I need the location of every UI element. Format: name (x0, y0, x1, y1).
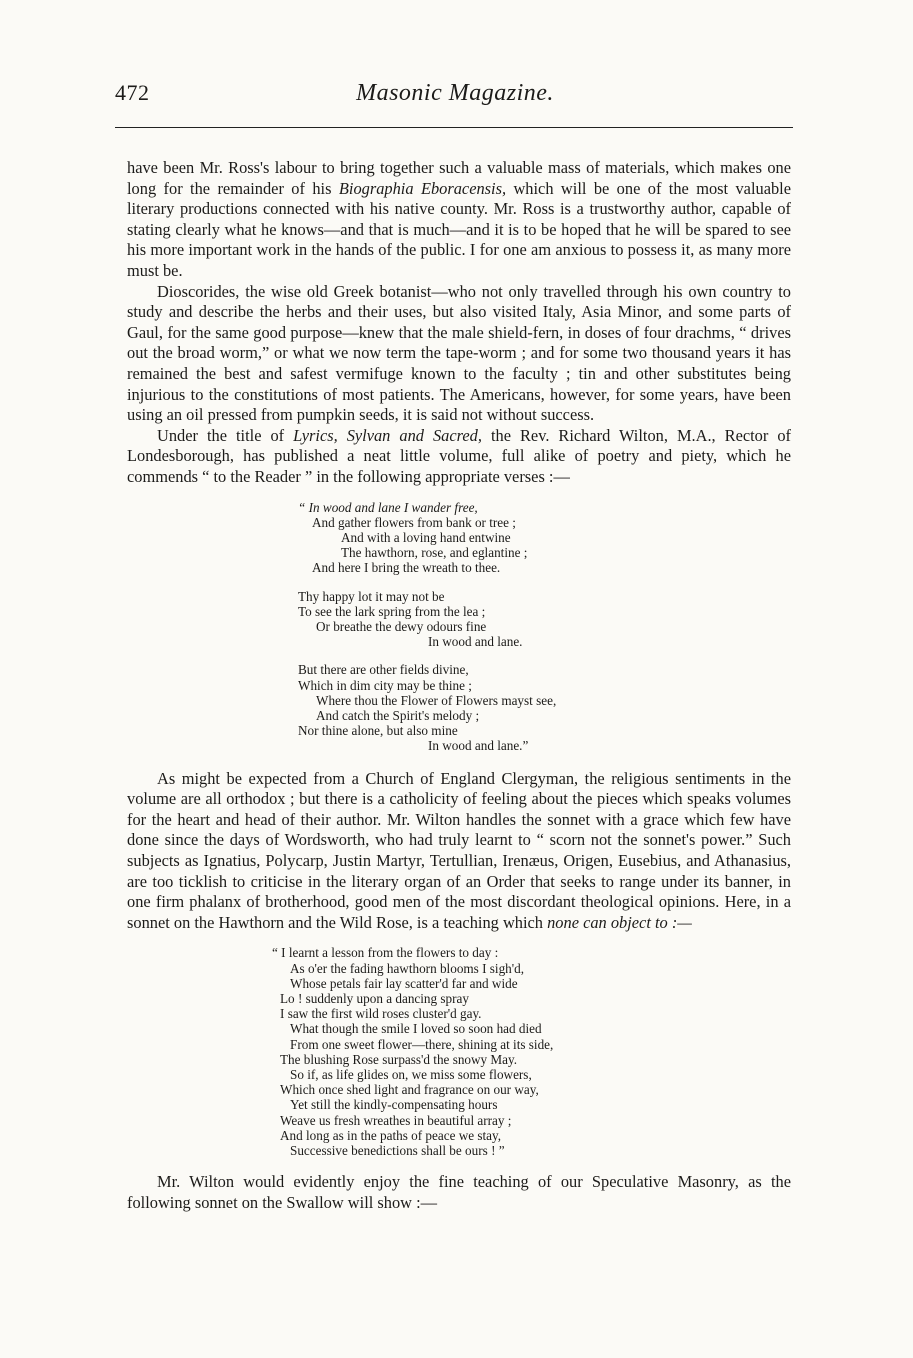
poem-line: From one sweet flower—there, shining at its side, (290, 1036, 554, 1052)
paragraph-text: Under the title of (157, 425, 294, 445)
article-body (127, 158, 791, 1213)
paragraph-text: the Rev. Richard Wilton, M.A., Rector of Londesborough, has published a neat little volume, full alike of poetry and piety, which he commends “ to the Reader ” in the following appropriate verses :— (127, 425, 791, 486)
paragraph-swallow: Mr. Wilton would evidently enjoy the fine teaching of our Speculative Masonry, as the following sonnet on the Swallow will show :— (127, 1172, 791, 1212)
poem-to-the-reader (127, 500, 791, 754)
paragraph-text: none can object to :— (547, 912, 692, 932)
poem-line: Whose petals fair lay scatter'd far and wide (290, 975, 518, 991)
book-title: Lyrics, Sylvan and Sacred, (293, 425, 482, 445)
poem-line: So if, as life glides on, we miss some flowers, (290, 1066, 532, 1082)
poem-line: Which in dim city may be thine ; (298, 677, 472, 693)
poem-line: Thy happy lot it may not be (298, 588, 445, 604)
paragraph-text: which will be one of the most valuable literary productions connected with his native county. Mr. Ross is a trustworthy author, capable of stating clearly what he knows—and that is much—and it is to be hoped that he will be spared to see his more important work in the hands of the public. I for one am anxious to possess it, as many more must be. (127, 178, 792, 280)
poem-line: Weave us fresh wreathes in beautiful array ; (280, 1112, 512, 1128)
paragraph-ross (127, 158, 791, 282)
poem-line: Lo ! suddenly upon a dancing spray (280, 990, 469, 1006)
paragraph-text: have been Mr. Ross's labour to bring together such a valuable mass of materials, which makes one long for the remainder of his (127, 158, 791, 198)
poem-line: Yet still the kindly-compensating hours (290, 1097, 498, 1113)
poem-line: Nor thine alone, but also mine (298, 723, 458, 739)
poem-line: And long as in the paths of peace we stay, (280, 1127, 502, 1143)
poem-line: I saw the first wild roses cluster'd gay. (280, 1006, 482, 1022)
poem-line: To see the lark spring from the lea ; (298, 603, 486, 619)
poem-line: The blushing Rose surpass'd the snowy May. (280, 1051, 518, 1067)
poem-line: “ I learnt a lesson from the flowers to day : (272, 945, 499, 961)
poem-stanza (298, 500, 791, 576)
paragraph-orthodox (127, 769, 791, 934)
paragraph-dioscorides: Dioscorides, the wise old Greek botanist—who not only travelled through his own country to study and describe the herbs and their uses, but also visited Italy, Asia Minor, and some parts of Gaul, for the same good purpose—knew that the male shield-fern, in doses of four drachms, “ drives out the broad worm,” or what we now term the tape-worm ; and for some two thousand years it has remained the best and safest vermifuge known to the faculty ; tin and other substitutes being injurious to the constitutions of most patients. The Americans, however, for some years, have been using an oil pressed from pumpkin seeds, it is said not without success. (127, 281, 791, 425)
poem-line: But there are other fields divine, (298, 662, 469, 678)
poem-stanza (298, 589, 791, 650)
book-title: Biographia Eboracensis, (338, 178, 507, 198)
poem-line: Successive benedictions shall be ours ! ” (290, 1142, 505, 1158)
header-rule (115, 127, 793, 128)
poem-line: The hawthorn, rose, and eglantine ; (341, 545, 528, 561)
poem-line: And catch the Spirit's melody ; (316, 707, 480, 723)
poem-line: Or breathe the dewy odours fine (316, 618, 487, 634)
poem-line: In wood and lane.” (428, 738, 529, 754)
poem-line: As o'er the fading hawthorn blooms I sigh'd, (290, 960, 525, 976)
running-title: Masonic Magazine. (356, 80, 554, 106)
poem-line: And gather flowers from bank or tree ; (312, 514, 516, 530)
paragraph-text: As might be expected from a Church of England Clergyman, the religious sentiments in the volume are all orthodox ; but there is a catholicity of feeling about the pieces which speaks volumes for the heart and head of their author. Mr. Wilton handles the sonnet with a grace which few have done since the days of Wordsworth, who had truly learnt to “ scorn not the sonnet's power.” Such subjects as Ignatius, Polycarp, Justin Martyr, Tertullian, Irenæus, Origen, Eusebius, and Athanasius, are too ticklish to criticise in the literary organ of an Order that seeks to range under its banner, in one firm phalanx of brotherhood, good men of the most discordant theological opinions. Here, in a sonnet on the Hawthorn and the Wild Rose, is a teaching which (127, 768, 791, 932)
paragraph-wilton (127, 426, 791, 488)
poem-line: And with a loving hand entwine (341, 529, 511, 545)
poem-line: “ In wood and lane I wander free, (298, 499, 478, 515)
poem-line: And here I bring the wreath to thee. (312, 560, 501, 576)
poem-line: Which once shed light and fragrance on our way, (280, 1082, 539, 1098)
page-header (115, 80, 795, 120)
page-number: 472 (115, 80, 150, 105)
poem-line: Where thou the Flower of Flowers mayst see, (316, 692, 557, 708)
poem-line: What though the smile I loved so soon had died (290, 1021, 542, 1037)
poem-stanza (298, 662, 791, 753)
sonnet-hawthorn-wild-rose (127, 945, 791, 1158)
poem-line: In wood and lane. (428, 634, 523, 650)
